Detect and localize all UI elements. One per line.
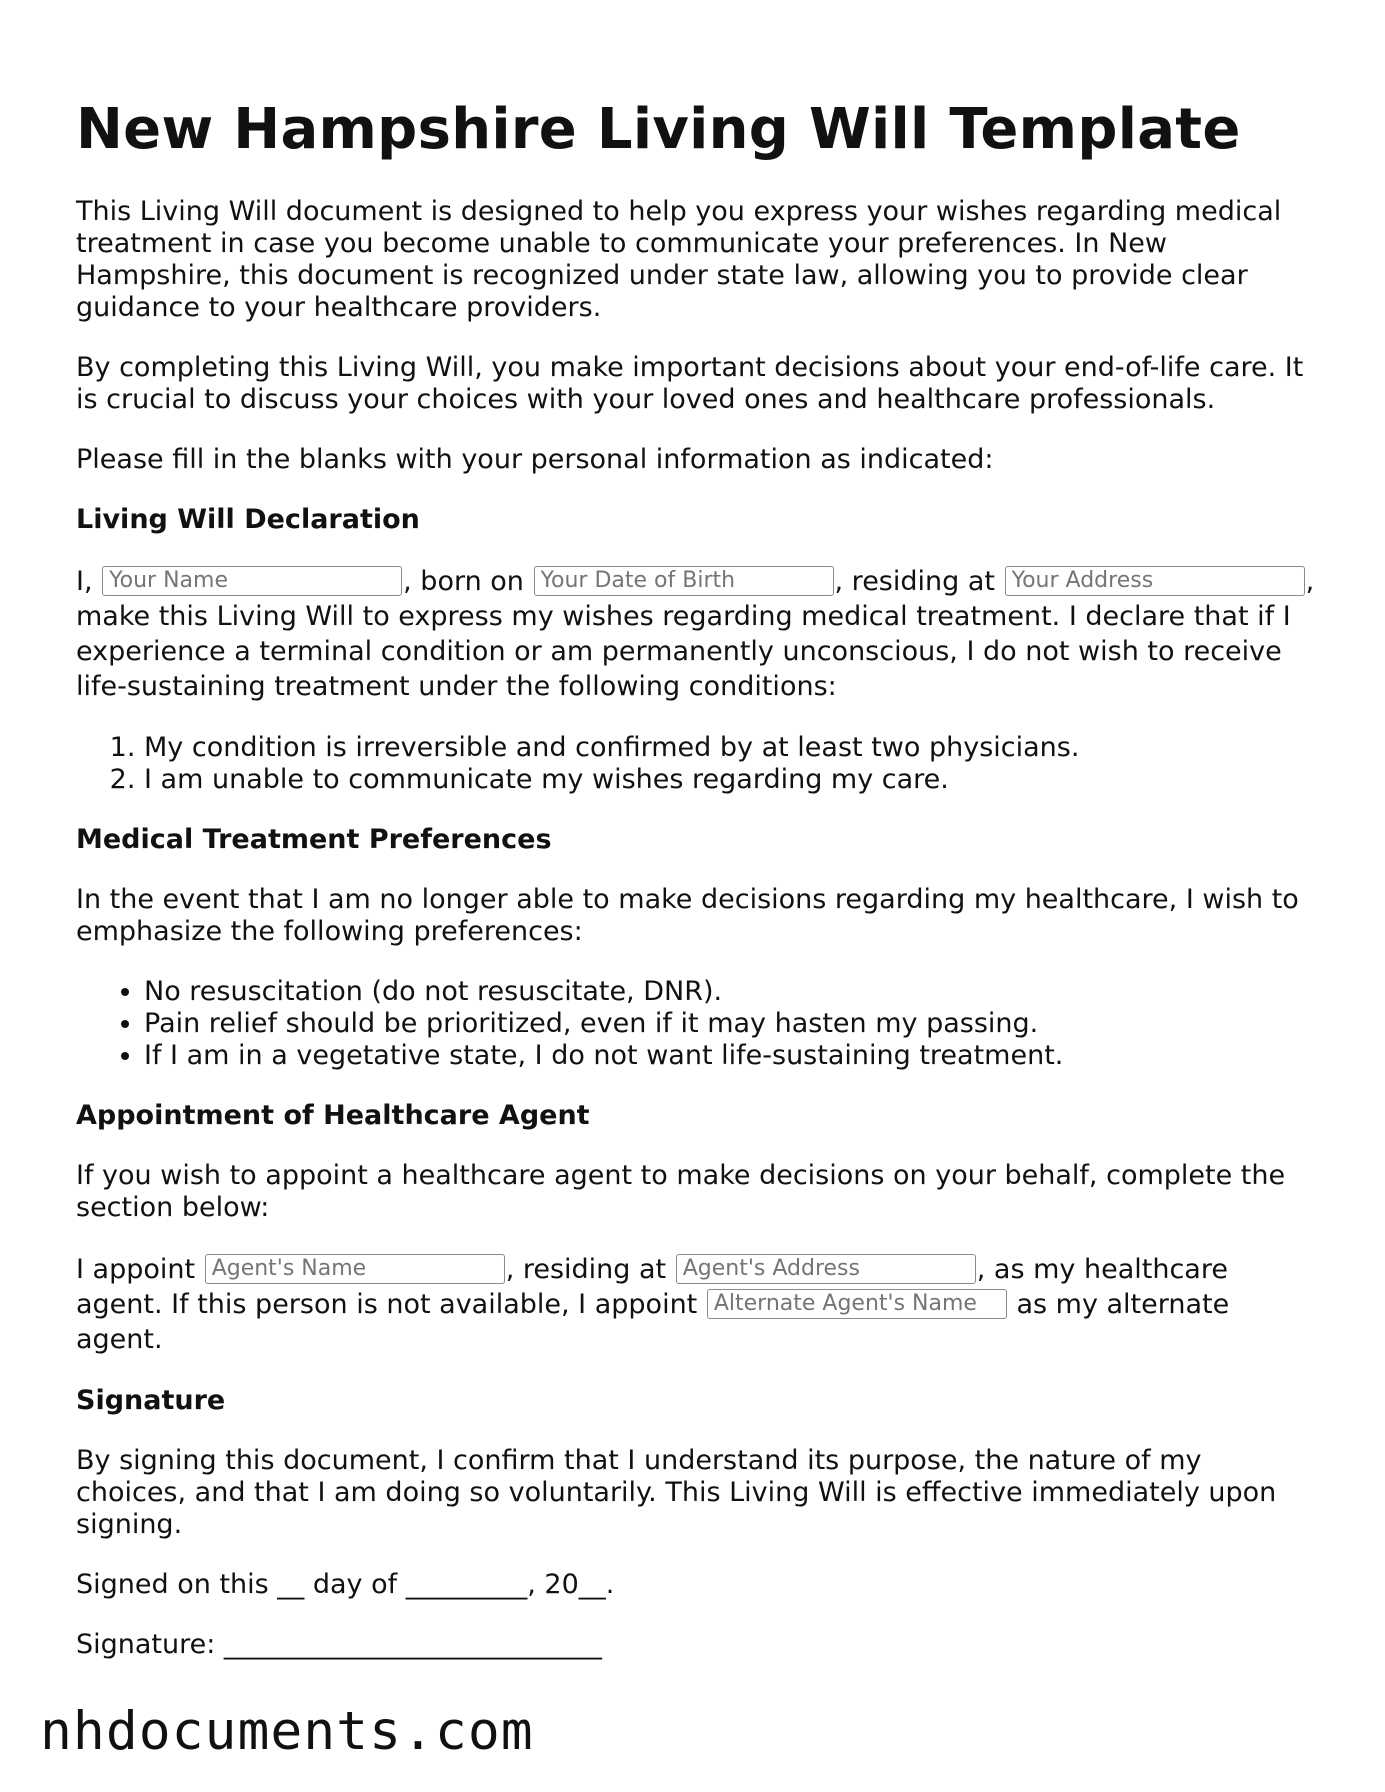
list-item: 2. I am unable to communicate my wishes regarding my care. <box>144 764 1316 796</box>
intro-paragraph-3: Please fill in the blanks with your personal information as indicated: <box>76 444 994 475</box>
preferences-heading: Medical Treatment Preferences <box>76 824 552 855</box>
agent-paragraph <box>76 1252 1316 1357</box>
list-item: • If I am in a vegetative state, I do not want life-sustaining treatment. <box>144 1040 1316 1072</box>
signed-on-line: Signed on this __ day of _________, 20__. <box>76 1569 615 1600</box>
agent-text-3: , as my healthcare agent. If this person is not available, I appoint <box>76 1254 1228 1320</box>
watermark: nhdocuments.com <box>40 1701 534 1762</box>
agent-heading: Appointment of Healthcare Agent <box>76 1100 590 1131</box>
alternate-agent-name-field[interactable] <box>707 1289 1007 1319</box>
list-item: 1. My condition is irreversible and confirmed by at least two physicians. <box>144 732 1316 764</box>
agent-text-4: as my alternate agent. <box>76 1289 1230 1355</box>
conditions-list <box>76 732 1316 796</box>
document <box>76 94 1316 1689</box>
declaration-text-1: I, <box>76 566 93 597</box>
list-item: • No resuscitation (do not resuscitate, DNR). <box>144 976 1316 1008</box>
declaration-text-4: , make this Living Will to express my wishes regarding medical treatment. I declare that if I experience a terminal condition or am permanently unconscious, I do not wish to receive life-sustaining treatment under the following conditions: <box>76 566 1315 702</box>
preferences-list <box>76 976 1316 1072</box>
your-address-field[interactable] <box>1005 566 1305 596</box>
declaration-text-3: , residing at <box>834 566 995 597</box>
preferences-intro: In the event that I am no longer able to make decisions regarding my healthcare, I wish to emphasize the following preferences: <box>76 884 1299 947</box>
signature-text: By signing this document, I confirm that I understand its purpose, the nature of my choices, and that I am doing so voluntarily. This Living Will is effective immediately upon signing. <box>76 1445 1277 1540</box>
declaration-heading: Living Will Declaration <box>76 504 420 535</box>
agent-name-field[interactable] <box>205 1254 505 1284</box>
page-title: New Hampshire Living Will Template <box>76 97 1241 162</box>
declaration-paragraph <box>76 564 1316 704</box>
agent-text-2: , residing at <box>505 1254 667 1285</box>
signature-heading: Signature <box>76 1385 226 1416</box>
agent-text-1: I appoint <box>76 1254 196 1285</box>
agent-intro: If you wish to appoint a healthcare agent to make decisions on your behalf, complete the section below: <box>76 1160 1286 1223</box>
intro-paragraph-1: This Living Will document is designed to help you express your wishes regarding medical treatment in case you become unable to communicate your preferences. In New Hampshire, this document is recognized under state law, allowing you to provide clear guidance to your healthcare providers. <box>76 196 1282 323</box>
list-item: • Pain relief should be prioritized, even if it may hasten my passing. <box>144 1008 1316 1040</box>
date-of-birth-field[interactable] <box>534 566 834 596</box>
your-name-field[interactable] <box>102 566 402 596</box>
intro-paragraph-2: By completing this Living Will, you make important decisions about your end-of-life care. It is crucial to discuss your choices with your loved ones and healthcare professionals. <box>76 352 1304 415</box>
declaration-text-2: , born on <box>403 566 524 597</box>
agent-address-field[interactable] <box>676 1254 976 1284</box>
signature-line: Signature: ____________________________ <box>76 1629 602 1660</box>
